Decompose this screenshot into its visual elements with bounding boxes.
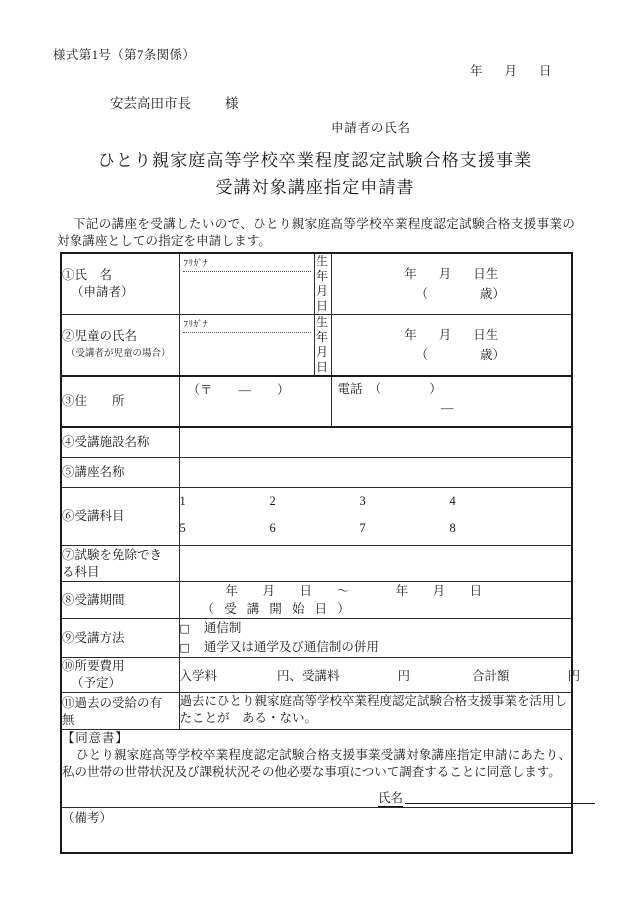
addressee (110, 92, 239, 112)
row-label-child-name-text: ②児童の氏名 (62, 328, 138, 343)
furigana-label: ﾌﾘｶﾞﾅ (183, 259, 209, 269)
table-row-remarks (61, 808, 572, 854)
zip-open: （〒 (187, 383, 213, 397)
row-label-cost (61, 658, 179, 693)
subject-slot-1[interactable]: 1 (179, 494, 186, 508)
past-benefit-text-l1: 過去にひとり親家庭高等学校卒業程度認定試験合格支援事業を活用し (179, 694, 568, 708)
course-fee-yen: 円 (397, 669, 411, 683)
row-label-subjects-text: ⑥受講科目 (62, 509, 125, 523)
row-label-child-name (61, 315, 179, 377)
row-label-period (61, 582, 179, 619)
period-to-year: 年 (395, 584, 409, 598)
table-row-address (61, 376, 572, 427)
subject-slot-2[interactable]: 2 (269, 494, 276, 508)
row-label-name-text: ①氏 名 (62, 268, 113, 282)
table-row-name (61, 253, 572, 315)
address-input-cell[interactable] (179, 376, 331, 427)
addressee-honorific: 様 (225, 96, 239, 111)
zip-dash: ― (238, 383, 252, 397)
row-label-past-l1: ⑪過去の受給の有 (62, 696, 163, 710)
remarks-label: （備考） (62, 811, 113, 825)
dob-input-cell-applicant[interactable] (331, 253, 572, 315)
facility-input-cell[interactable] (179, 427, 572, 458)
period-date-row (180, 582, 572, 600)
total-amount-label: 合計額 (472, 669, 510, 683)
form-number: 様式第1号（第7条関係） (53, 48, 196, 62)
row-label-child-name-sub: （受講者が児童の場合） (66, 348, 171, 359)
subject-slot-8[interactable]: 8 (449, 521, 456, 535)
application-table (60, 252, 581, 854)
date-month-label: 月 (504, 64, 518, 78)
row-label-cost-l2: （予定） (71, 676, 122, 690)
dob-month: 月 (438, 267, 452, 281)
period-from-year: 年 (225, 584, 239, 598)
method-option-correspondence[interactable] (180, 619, 572, 638)
dob-month-child: 月 (438, 328, 452, 342)
period-from-month: 月 (262, 584, 276, 598)
child-name-input-cell[interactable] (179, 315, 314, 377)
consent-body: ひとり親家庭高等学校卒業程度認定試験合格支援事業受講対象講座指定申請にあたり、私の世帯の世帯状況及び課税状況その他必要な事項について調査することに同意します。 (62, 748, 572, 779)
table-row-cost (61, 658, 572, 693)
furigana-label-child: ﾌﾘｶﾞﾅ (183, 320, 209, 330)
dob-label-child-l2: 月日 (316, 345, 330, 374)
telephone-dash: ― (441, 401, 454, 415)
applicant-name-label: 申請者の氏名 (331, 121, 411, 135)
intro-paragraph (57, 216, 575, 250)
row-label-facility-text: ④受講施設名称 (62, 435, 150, 449)
subject-slot-3[interactable]: 3 (359, 494, 366, 508)
entrance-fee-label: 入学料 (179, 669, 218, 683)
age-unit: 歳） (480, 287, 506, 301)
period-to-day: 日 (469, 584, 483, 598)
checkbox-icon[interactable]: □ (179, 641, 190, 654)
consent-body-wrap (62, 747, 571, 781)
checkbox-icon[interactable]: □ (179, 622, 190, 635)
row-label-past-l2: 無 (62, 713, 75, 727)
dob-day-child: 日生 (473, 328, 499, 342)
table-row-method (61, 619, 572, 658)
furigana-rule-child (183, 332, 311, 333)
signature-label: 氏名 (378, 791, 404, 805)
exempt-subjects-input-cell[interactable] (179, 546, 572, 582)
table-row-course-name (61, 458, 572, 488)
table-row-exempt-subjects (61, 546, 572, 582)
table-row-subjects (61, 488, 572, 546)
telephone-cell[interactable] (331, 376, 572, 427)
row-label-subjects (61, 488, 179, 546)
dob-label-cell-child (314, 315, 331, 377)
cost-input-cell[interactable] (179, 658, 581, 693)
age-unit-child: 歳） (480, 348, 506, 362)
telephone-close-paren: ） (429, 382, 442, 396)
table-row-period (61, 582, 572, 619)
telephone-label: 電話 （ (337, 382, 382, 396)
table-row-facility (61, 427, 572, 458)
dob-label-cell-applicant (314, 253, 331, 315)
subject-slot-5[interactable]: 5 (179, 521, 186, 535)
table-row-consent (61, 730, 572, 808)
row-label-name-sub: （申請者） (71, 285, 134, 299)
furigana-rule (183, 271, 311, 272)
consent-cell (61, 730, 572, 808)
method-option-1-label: 通信制 (203, 621, 242, 635)
dob-year-child: 年 (404, 328, 417, 342)
row-label-past-benefit (61, 693, 179, 730)
dob-label-l1: 生年 (316, 254, 330, 283)
form-title-line1: ひとり親家庭高等学校卒業程度認定試験合格支援事業 (97, 151, 533, 170)
form-title-line2: 受講対象講座指定申請書 (215, 178, 415, 197)
past-benefit-cell[interactable] (179, 693, 572, 730)
name-input-cell[interactable] (179, 253, 314, 315)
period-tilde: 〜 (336, 584, 350, 598)
period-input-cell[interactable] (179, 582, 572, 619)
age-open-paren-child: （ (415, 348, 429, 362)
date-year-label: 年 (470, 64, 483, 78)
telephone-field[interactable] (332, 377, 572, 418)
signature-line[interactable] (405, 803, 595, 804)
consent-heading: 【同意書】 (62, 731, 129, 745)
table-row-child-name (61, 315, 572, 377)
entrance-fee-yen: 円、受講料 (277, 669, 340, 683)
row-label-facility (61, 427, 179, 458)
row-label-exempt-l1: ⑦試験を免除でき (62, 547, 163, 562)
signature-row[interactable] (62, 790, 571, 807)
zip-close: ） (277, 383, 290, 397)
intro-text: 下記の講座を受講したいので、ひとり親家庭高等学校卒業程度認定試験合格支援事業の対象講座としての指定を申請します。 (57, 217, 575, 248)
row-label-method (61, 619, 179, 658)
remarks-cell[interactable] (61, 808, 572, 854)
table-row-past-benefit (61, 693, 572, 730)
postal-code-field[interactable] (180, 377, 331, 398)
row-label-name (61, 253, 179, 315)
course-name-input-cell[interactable] (179, 458, 572, 488)
total-amount-yen: 円 (567, 669, 581, 683)
period-from-day: 日 (299, 584, 313, 598)
subject-slot-6[interactable]: 6 (269, 521, 276, 535)
period-to-month: 月 (432, 584, 446, 598)
dob-input-cell-child[interactable] (331, 315, 572, 377)
dob-day: 日生 (473, 267, 499, 281)
row-label-period-text: ⑧受講期間 (62, 592, 125, 607)
dob-label-child-l1: 生年 (316, 315, 330, 344)
age-row (332, 284, 572, 304)
method-input-cell[interactable] (179, 619, 572, 658)
method-option-attendance[interactable] (180, 638, 572, 657)
row-label-cost-l1: ⑩所要費用 (62, 659, 125, 673)
date-day-label: 日 (539, 64, 552, 78)
age-open-paren: （ (415, 287, 429, 301)
dob-date-row-child (332, 325, 572, 345)
row-label-address (61, 376, 179, 427)
subject-slot-7[interactable]: 7 (359, 521, 366, 535)
row-label-address-text: ③住 所 (62, 394, 125, 408)
dob-label-l2: 月日 (316, 284, 330, 313)
dob-date-row (332, 264, 572, 284)
subject-slot-4[interactable]: 4 (449, 494, 456, 508)
subjects-input-cell[interactable] (179, 488, 572, 546)
row-label-course-name (61, 458, 179, 488)
past-benefit-text-l2: たことが ある・ない。 (179, 711, 318, 725)
row-label-exempt-l2: る科目 (62, 564, 100, 579)
submission-date-line (470, 61, 552, 79)
row-label-course-name-text: ⑤講座名称 (62, 465, 125, 479)
period-start-note: （ 受 講 開 始 日 ） (201, 602, 354, 616)
method-option-2-label: 通学又は通学及び通信制の併用 (203, 640, 379, 654)
age-row-child (332, 345, 572, 365)
row-label-exempt-subjects (61, 546, 179, 582)
addressee-name: 安芸高田市長 (110, 96, 191, 111)
dob-year: 年 (404, 267, 417, 281)
row-label-method-text: ⑨受講方法 (62, 630, 125, 645)
